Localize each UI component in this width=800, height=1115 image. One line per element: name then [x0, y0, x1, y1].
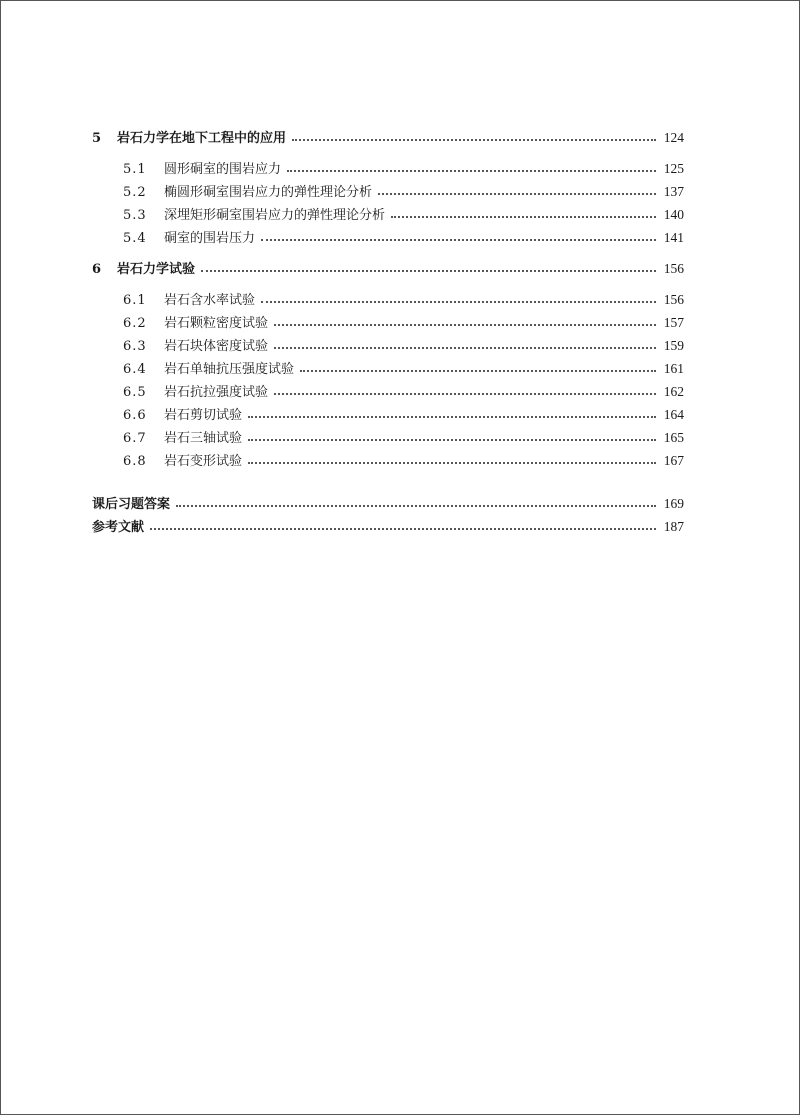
dot-leader — [274, 392, 656, 395]
page-number: 124 — [663, 130, 684, 145]
chapter-number: 6 — [92, 262, 102, 277]
section-number: 6.3 — [123, 339, 147, 354]
page-number: 156 — [663, 261, 684, 276]
section-title: 圆形硐室的围岩应力 — [164, 162, 282, 177]
page-number: 137 — [663, 184, 684, 199]
dot-leader — [274, 346, 656, 349]
page-number: 187 — [663, 519, 684, 534]
toc-section-5-2[interactable] — [92, 180, 684, 203]
dot-leader — [292, 138, 656, 141]
section-number: 5.3 — [123, 208, 147, 223]
dot-leader — [248, 438, 656, 441]
section-number: 6.1 — [123, 293, 147, 308]
toc-section-5-3[interactable] — [92, 203, 684, 226]
section-title: 岩石颗粒密度试验 — [164, 316, 269, 331]
section-number: 5.1 — [123, 162, 147, 177]
toc-chapter-5[interactable] — [92, 126, 684, 149]
page-number: 162 — [663, 384, 684, 399]
page-number: 140 — [663, 207, 684, 222]
page-number: 157 — [663, 315, 684, 330]
answers-title: 课后习题答案 — [92, 497, 171, 512]
chapter-title: 岩石力学在地下工程中的应用 — [117, 131, 287, 146]
toc-section-6-2[interactable] — [92, 311, 684, 334]
toc-section-6-6[interactable] — [92, 403, 684, 426]
dot-leader — [300, 369, 656, 372]
page-number: 167 — [663, 453, 684, 468]
toc-section-6-3[interactable] — [92, 334, 684, 357]
page-number: 161 — [663, 361, 684, 376]
section-number: 6.8 — [123, 454, 147, 469]
dot-leader — [201, 269, 656, 272]
dot-leader — [274, 323, 656, 326]
toc-chapter-6[interactable] — [92, 257, 684, 280]
dot-leader — [150, 527, 656, 530]
toc-section-6-7[interactable] — [92, 426, 684, 449]
page-number: 125 — [663, 161, 684, 176]
page-number: 156 — [663, 292, 684, 307]
toc-answers[interactable] — [92, 492, 684, 515]
section-number: 6.4 — [123, 362, 147, 377]
toc-section-6-4[interactable] — [92, 357, 684, 380]
section-title: 岩石抗拉强度试验 — [164, 385, 269, 400]
section-title: 岩石块体密度试验 — [164, 339, 269, 354]
toc-section-6-8[interactable] — [92, 449, 684, 472]
dot-leader — [176, 504, 656, 507]
dot-leader — [287, 169, 656, 172]
toc-references[interactable] — [92, 515, 684, 538]
dot-leader — [261, 300, 656, 303]
toc-section-5-1[interactable] — [92, 157, 684, 180]
dot-leader — [391, 215, 656, 218]
chapter-title: 岩石力学试验 — [117, 262, 196, 277]
page-number: 164 — [663, 407, 684, 422]
section-title: 岩石单轴抗压强度试验 — [164, 362, 295, 377]
table-of-contents — [92, 126, 684, 538]
section-number: 5.2 — [123, 185, 147, 200]
dot-leader — [248, 461, 656, 464]
dot-leader — [378, 192, 656, 195]
section-title: 岩石三轴试验 — [164, 431, 243, 446]
page-number: 159 — [663, 338, 684, 353]
references-title: 参考文献 — [92, 520, 145, 535]
page-number: 141 — [663, 230, 684, 245]
toc-section-6-1[interactable] — [92, 288, 684, 311]
section-number: 6.2 — [123, 316, 147, 331]
dot-leader — [261, 238, 656, 241]
section-title: 硐室的围岩压力 — [164, 231, 256, 246]
section-title: 椭圆形硐室围岩应力的弹性理论分析 — [164, 185, 373, 200]
section-title: 岩石剪切试验 — [164, 408, 243, 423]
section-title: 岩石含水率试验 — [164, 293, 256, 308]
section-number: 6.5 — [123, 385, 147, 400]
section-title: 岩石变形试验 — [164, 454, 243, 469]
page-number: 169 — [663, 496, 684, 511]
dot-leader — [248, 415, 656, 418]
page-number: 165 — [663, 430, 684, 445]
section-title: 深埋矩形硐室围岩应力的弹性理论分析 — [164, 208, 386, 223]
section-number: 6.7 — [123, 431, 147, 446]
section-number: 6.6 — [123, 408, 147, 423]
toc-section-5-4[interactable] — [92, 226, 684, 249]
section-number: 5.4 — [123, 231, 147, 246]
chapter-number: 5 — [92, 131, 102, 146]
toc-section-6-5[interactable] — [92, 380, 684, 403]
